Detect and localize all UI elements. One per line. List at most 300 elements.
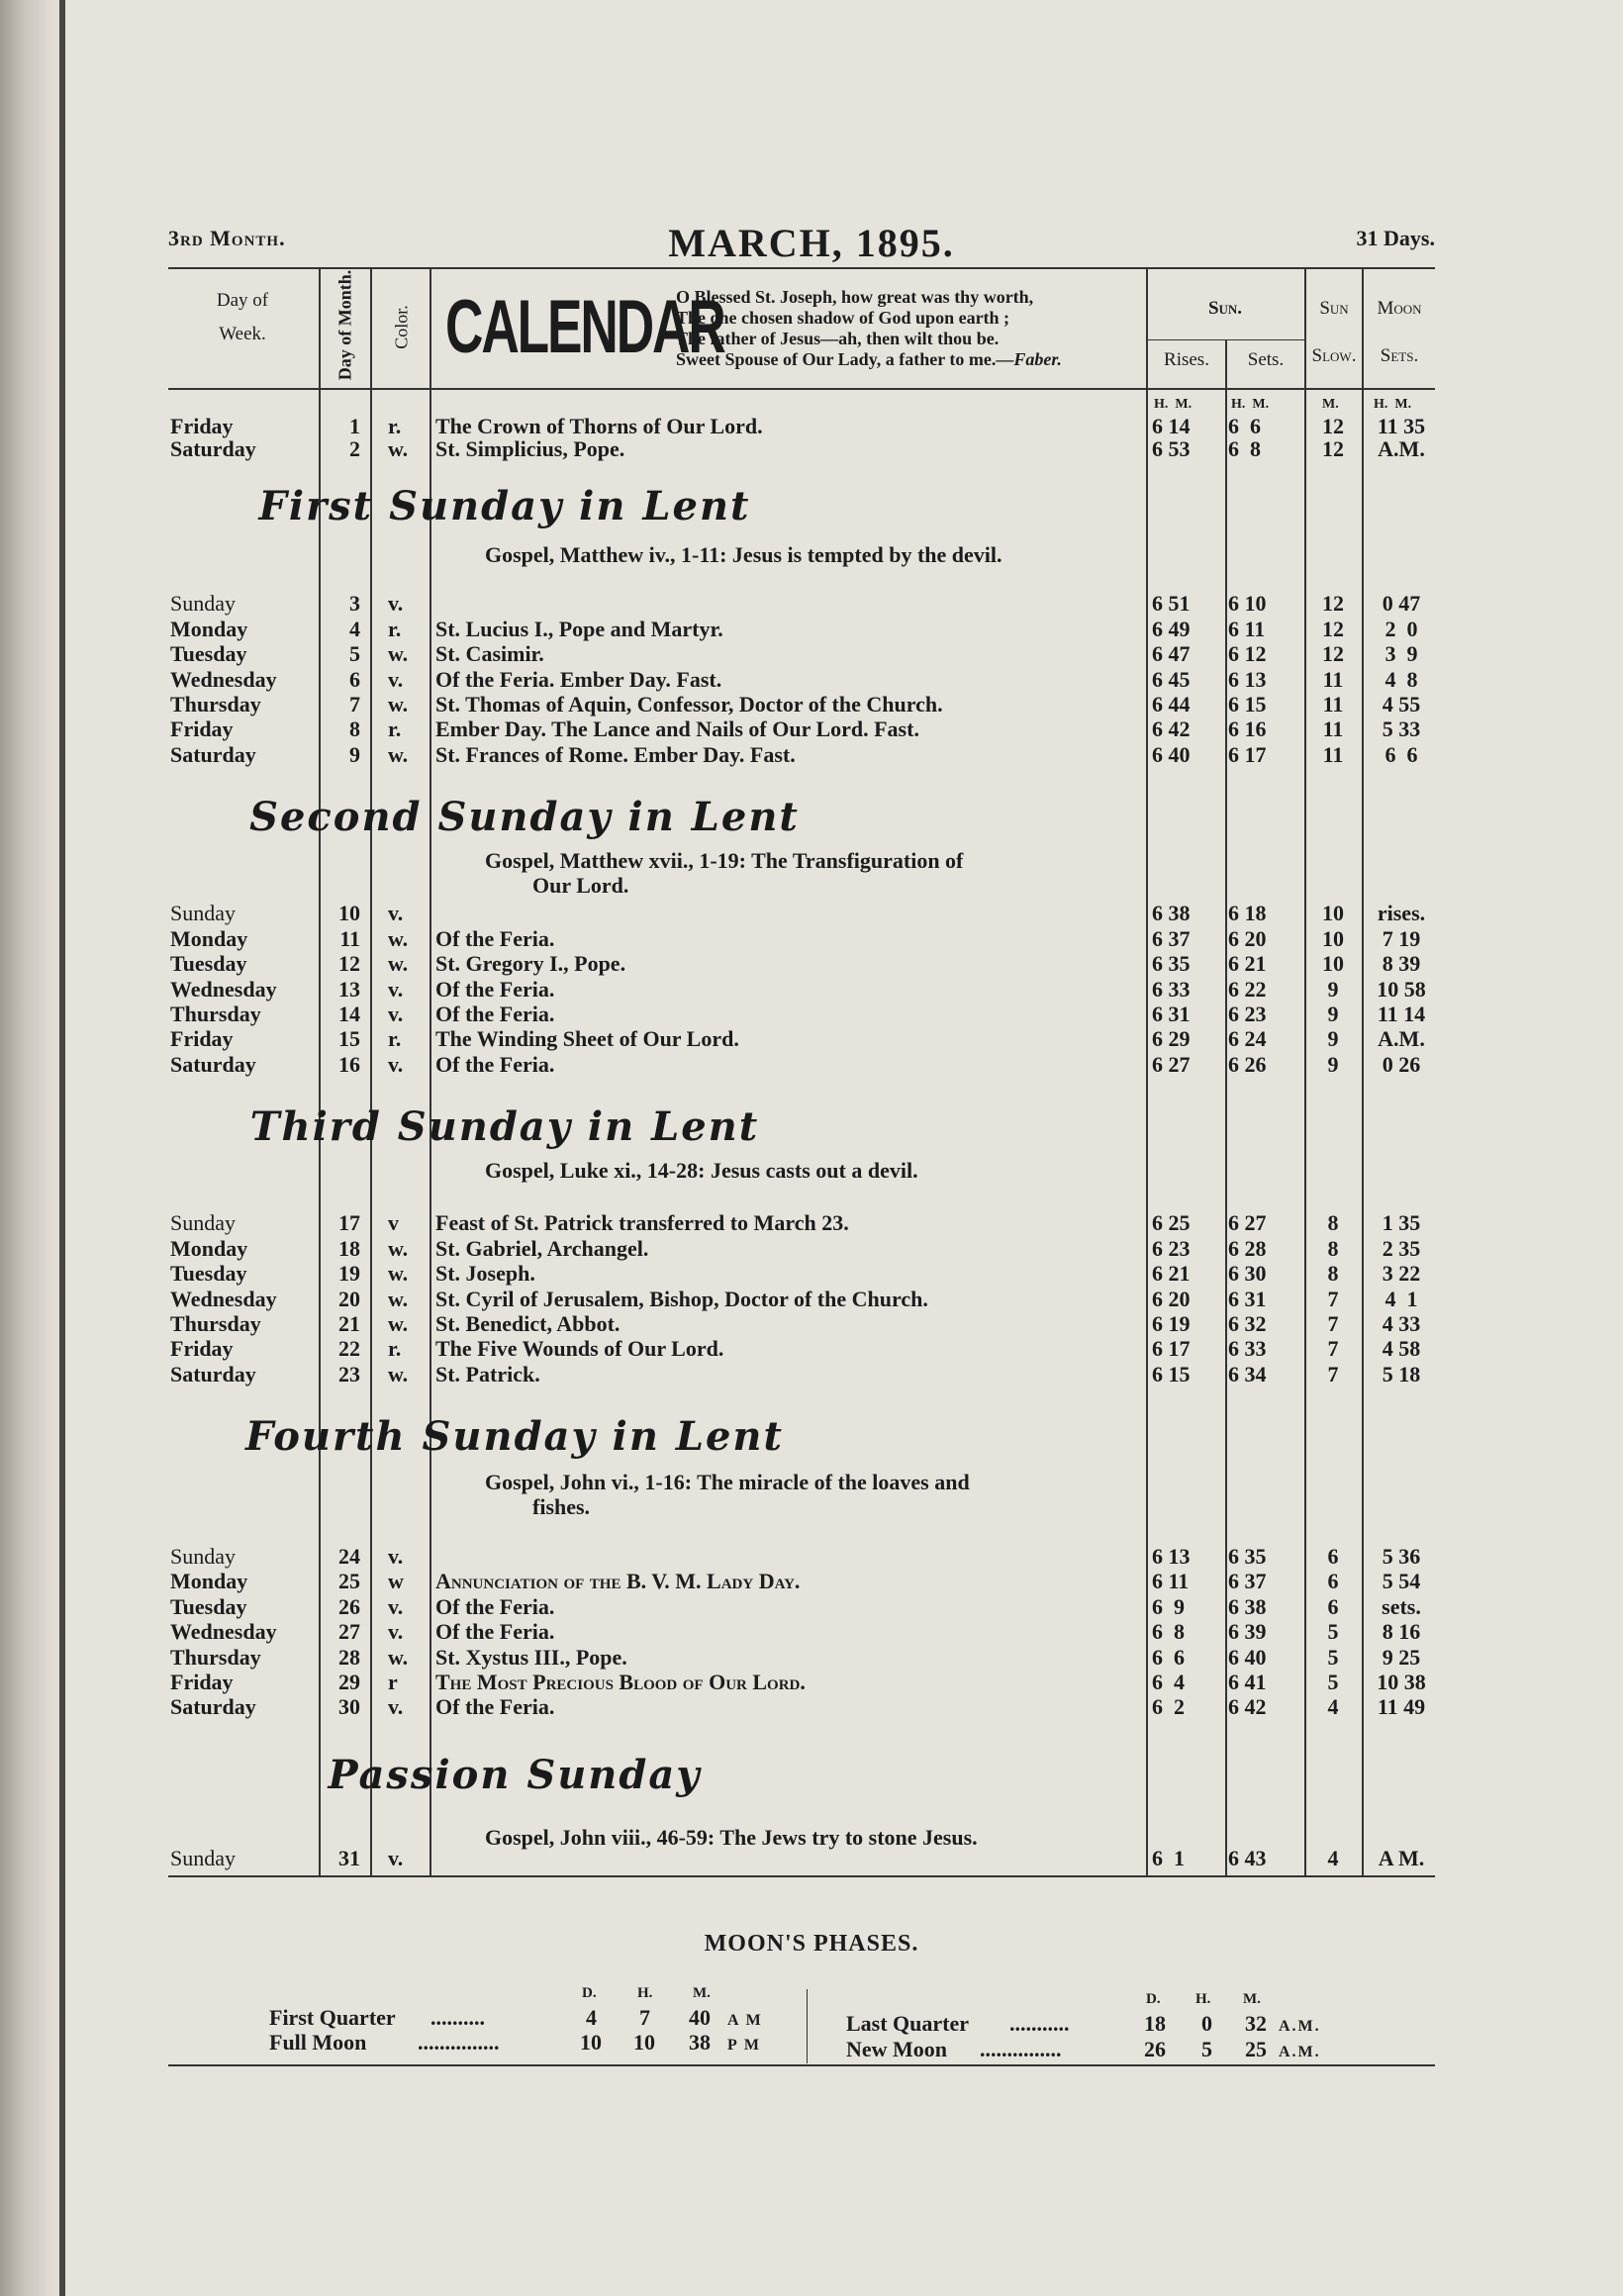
row-4-co: r. [388,617,402,641]
row-28-ev: St. Xystus III., Pope. [435,1645,627,1670]
row-28-ms: 9 25 [1382,1645,1421,1670]
page-title: MARCH, 1895. [668,221,955,265]
row-26-dn: 26 [338,1594,360,1619]
row-7-dn: 7 [349,692,360,717]
row-5-ev: St. Casimir. [435,641,544,666]
row-30-ev: Of the Feria. [435,1694,555,1719]
row-1-sl: 12 [1322,414,1344,438]
days-label: 31 Days. [1356,226,1435,250]
moon-left-2-dots: ............... [418,2030,500,2055]
row-25-ss: 6 37 [1228,1569,1267,1593]
row-1-wk: Friday [170,414,234,438]
row-29-ms: 10 38 [1377,1670,1426,1694]
row-19-sr: 6 21 [1152,1261,1191,1286]
row-25-wk: Monday [170,1569,248,1593]
moon-left-2-m: 38 [689,2030,711,2055]
row-3-ss: 6 10 [1228,591,1267,616]
row-22-co: r. [388,1336,402,1361]
row-18-dn: 18 [338,1236,360,1261]
row-7-wk: Thursday [170,692,261,717]
row-9-dn: 9 [349,742,360,767]
row-9-wk: Saturday [170,742,256,767]
row-11-sr: 6 37 [1152,926,1191,951]
row-19-dn: 19 [338,1261,360,1286]
row-17-dn: 17 [338,1210,360,1235]
row-21-ev: St. Benedict, Abbot. [435,1311,621,1336]
row-27-co: v. [388,1619,404,1644]
row-8-ms: 5 33 [1382,717,1421,741]
row-14-ev: Of the Feria. [435,1002,555,1026]
row-28-wk: Thursday [170,1645,261,1670]
row-14-co: v. [388,1002,404,1026]
row-5-wk: Tuesday [170,641,247,666]
moon-right-2-ampm: A.M. [1279,2044,1321,2060]
row-24-sr: 6 13 [1152,1544,1191,1569]
row-30-ms: 11 49 [1377,1694,1426,1719]
row-4-ev: St. Lucius I., Pope and Martyr. [435,617,723,641]
row-27-ms: 8 16 [1382,1619,1421,1644]
row-17-ev: Feast of St. Patrick transferred to March 23. [435,1210,849,1235]
row-9-sr: 6 40 [1152,742,1191,767]
row-22-dn: 22 [338,1336,360,1361]
row-31-sr: 6 1 [1152,1846,1185,1870]
row-5-ms: 3 9 [1384,641,1418,666]
row-9-ss: 6 17 [1228,742,1267,767]
moon-left-2-name: Full Moon [269,2030,367,2055]
moon-right-2-h: 5 [1201,2037,1212,2061]
row-23-ev: St. Patrick. [435,1362,540,1387]
verse-line-1: O Blessed St. Joseph, how great was thy worth, [676,287,1034,307]
row-26-ev: Of the Feria. [435,1594,555,1619]
row-17-sl: 8 [1327,1210,1339,1235]
row-15-ev: The Winding Sheet of Our Lord. [435,1026,739,1051]
moon-left-1-h: 7 [639,2005,650,2030]
row-22-sl: 7 [1327,1336,1339,1361]
moon-phases-title: MOON'S PHASES. [704,1931,919,1957]
sunday-title-3: Third Sunday in Lent [249,1103,760,1150]
row-15-wk: Friday [170,1026,234,1051]
row-1-co: r. [388,414,402,438]
row-11-ev: Of the Feria. [435,926,555,951]
row-30-sr: 6 2 [1152,1694,1185,1719]
table-rule-bottom [168,1875,1435,1877]
row-9-ev: St. Frances of Rome. Ember Day. Fast. [435,742,796,767]
row-25-ev: Annunciation of the B. V. M. Lady Day. [435,1569,801,1593]
row-15-ss: 6 24 [1228,1026,1267,1051]
moon-divider [807,1989,808,2063]
row-26-co: v. [388,1594,404,1619]
row-17-ss: 6 27 [1228,1210,1267,1235]
row-28-ss: 6 40 [1228,1645,1267,1670]
row-31-ss: 6 43 [1228,1846,1267,1870]
row-23-wk: Saturday [170,1362,256,1387]
header-sun-sets: Sets. [1247,349,1285,370]
moon-col-h-left: H. [637,1985,653,2001]
row-19-ev: St. Joseph. [435,1261,535,1286]
row-19-wk: Tuesday [170,1261,247,1286]
row-22-ss: 6 33 [1228,1336,1267,1361]
sunday-title-2: Second Sunday in Lent [249,794,800,840]
moon-right-1-dots: ........... [1009,2011,1070,2036]
joseph-verse [676,287,1161,370]
row-4-ss: 6 11 [1228,617,1266,641]
row-24-wk: Sunday [170,1544,236,1569]
moon-right-2-name: New Moon [846,2037,948,2061]
row-31-sl: 4 [1327,1846,1339,1870]
row-20-ev: St. Cyril of Jerusalem, Bishop, Doctor of the Church. [435,1287,928,1311]
row-24-sl: 6 [1327,1544,1339,1569]
row-22-ev: The Five Wounds of Our Lord. [435,1336,724,1361]
row-2-wk: Saturday [170,436,256,461]
sunday-title-4: Fourth Sunday in Lent [245,1413,784,1460]
unit-rises-h: H. [1154,397,1169,412]
row-22-ms: 4 58 [1382,1336,1421,1361]
moon-left-1-name: First Quarter [269,2005,396,2030]
row-31-wk: Sunday [170,1846,236,1870]
header-sun: Sun. [1207,298,1243,319]
row-20-ss: 6 31 [1228,1287,1267,1311]
row-23-co: w. [388,1362,409,1387]
row-18-ms: 2 35 [1382,1236,1421,1261]
row-30-sl: 4 [1327,1694,1339,1719]
row-1-ev: The Crown of Thorns of Our Lord. [435,414,763,438]
row-13-sl: 9 [1327,977,1339,1002]
moon-right-1-h: 0 [1201,2011,1212,2036]
row-20-co: w. [388,1287,409,1311]
row-6-ev: Of the Feria. Ember Day. Fast. [435,667,722,692]
row-18-ev: St. Gabriel, Archangel. [435,1236,649,1261]
sunday-gospel-2: Gospel, Matthew xvii., 1-19: The Transfiguration of [485,848,964,873]
verse-line-4: Sweet Spouse of Our Lady, a father to me.— [676,349,1014,369]
row-21-sl: 7 [1327,1311,1339,1336]
row-18-ss: 6 28 [1228,1236,1267,1261]
row-7-ms: 4 55 [1382,692,1421,717]
row-28-dn: 28 [338,1645,360,1670]
row-14-sr: 6 31 [1152,1002,1191,1026]
row-29-sl: 5 [1327,1670,1339,1694]
row-3-ms: 0 47 [1382,591,1421,616]
moon-left-2-h: 10 [633,2030,655,2055]
page-rule-bottom [168,2064,1435,2066]
row-8-ss: 6 16 [1228,717,1267,741]
row-21-wk: Thursday [170,1311,261,1336]
row-30-wk: Saturday [170,1694,256,1719]
row-4-wk: Monday [170,617,248,641]
row-15-co: r. [388,1026,402,1051]
row-9-ms: 6 6 [1384,742,1418,767]
header-moon-sets-line2: Sets. [1380,345,1419,366]
row-25-dn: 25 [338,1569,360,1593]
row-15-sr: 6 29 [1152,1026,1191,1051]
row-23-dn: 23 [338,1362,360,1387]
row-15-sl: 9 [1327,1026,1339,1051]
row-20-ms: 4 1 [1384,1287,1418,1311]
unit-slow: M. [1322,397,1339,412]
row-3-dn: 3 [349,591,360,616]
row-11-dn: 11 [339,926,360,951]
col-divider-moon [1362,267,1364,1875]
row-29-dn: 29 [338,1670,360,1694]
row-18-sl: 8 [1327,1236,1339,1261]
row-12-ss: 6 21 [1228,951,1267,976]
moon-right-2-m: 25 [1245,2037,1267,2061]
row-26-wk: Tuesday [170,1594,247,1619]
row-4-sl: 12 [1322,617,1344,641]
row-30-co: v. [388,1694,404,1719]
sunday-gospel-5: Gospel, John viii., 46-59: The Jews try to stone Jesus. [485,1825,978,1850]
row-11-wk: Monday [170,926,248,951]
row-7-sr: 6 44 [1152,692,1191,717]
unit-moon-m: M. [1394,397,1412,412]
row-7-ss: 6 15 [1228,692,1267,717]
row-5-sl: 12 [1322,641,1344,666]
row-15-dn: 15 [338,1026,360,1051]
row-7-sl: 11 [1322,692,1344,717]
row-10-sr: 6 38 [1152,901,1191,925]
row-21-dn: 21 [338,1311,360,1336]
row-10-co: v. [388,901,404,925]
row-27-sr: 6 8 [1152,1619,1185,1644]
row-14-sl: 9 [1327,1002,1339,1026]
row-8-wk: Friday [170,717,234,741]
header-day-of-week [178,289,307,346]
row-14-ms: 11 14 [1377,1002,1426,1026]
row-8-ev: Ember Day. The Lance and Nails of Our Lord. Fast. [435,717,919,741]
row-27-ev: Of the Feria. [435,1619,555,1644]
row-23-ss: 6 34 [1228,1362,1267,1387]
row-10-dn: 10 [338,901,360,925]
month-label: 3rd Month. [168,226,286,250]
row-5-dn: 5 [349,641,360,666]
row-19-ms: 3 22 [1382,1261,1421,1286]
row-4-ms: 2 0 [1384,617,1418,641]
moon-col-m-left: M. [693,1985,711,2001]
row-16-sl: 9 [1327,1052,1339,1077]
row-13-ev: Of the Feria. [435,977,555,1002]
row-6-dn: 6 [349,667,360,692]
row-18-wk: Monday [170,1236,248,1261]
row-17-ms: 1 35 [1382,1210,1421,1235]
row-16-wk: Saturday [170,1052,256,1077]
row-29-co: r [388,1670,398,1694]
row-2-dn: 2 [349,436,360,461]
moon-col-d-left: D. [582,1985,597,2001]
row-9-co: w. [388,742,409,767]
row-11-sl: 10 [1322,926,1344,951]
row-6-sl: 11 [1322,667,1344,692]
row-26-ms: sets. [1382,1594,1421,1619]
row-3-sl: 12 [1322,591,1344,616]
header-moon-sets-line1: Moon [1377,298,1422,319]
sunday-gospel-cont-4: fishes. [532,1494,591,1519]
unit-rises-m: M. [1175,397,1193,412]
row-28-co: w. [388,1645,409,1670]
row-2-ss: 6 8 [1228,436,1261,461]
row-20-sr: 6 20 [1152,1287,1191,1311]
header-day-of-month: Day of Month. [334,269,355,381]
moon-col-h-right: H. [1195,1991,1211,2007]
header-day-of-week-line2: Week. [219,324,266,344]
row-6-wk: Wednesday [170,667,277,692]
moon-right-1-d: 18 [1144,2011,1166,2036]
verse-line-2: The one chosen shadow of God upon earth ; [676,308,1010,328]
row-24-ms: 5 36 [1382,1544,1421,1569]
calendar-heading: CALENDAR [445,285,724,369]
row-19-co: w. [388,1261,409,1286]
row-16-ss: 6 26 [1228,1052,1267,1077]
row-12-sr: 6 35 [1152,951,1191,976]
row-2-ev: St. Simplicius, Pope. [435,436,625,461]
row-16-co: v. [388,1052,404,1077]
unit-moon-h: H. [1374,397,1388,412]
row-26-sr: 6 9 [1152,1594,1185,1619]
row-2-co: w. [388,436,409,461]
row-2-ms: A.M. [1378,436,1425,461]
header-sun-slow-line2: Slow. [1311,345,1357,366]
verse-attribution: Faber. [1013,349,1062,369]
row-16-ms: 0 26 [1382,1052,1421,1077]
row-6-ms: 4 8 [1384,667,1418,692]
sunday-gospel-3: Gospel, Luke xi., 14-28: Jesus casts out a devil. [485,1158,918,1183]
row-29-wk: Friday [170,1670,234,1694]
header-sun-slow [1306,297,1362,368]
row-14-dn: 14 [338,1002,360,1026]
row-20-sl: 7 [1327,1287,1339,1311]
row-1-ss: 6 6 [1228,414,1261,438]
row-13-wk: Wednesday [170,977,277,1002]
row-13-co: v. [388,977,404,1002]
row-24-ss: 6 35 [1228,1544,1267,1569]
sunday-gospel-4: Gospel, John vi., 1-16: The miracle of the loaves and [485,1470,970,1494]
moon-col-m-right: M. [1243,1991,1261,2007]
row-25-ms: 5 54 [1382,1569,1421,1593]
row-8-sr: 6 42 [1152,717,1191,741]
header-rule-bottom [168,388,1435,390]
row-12-sl: 10 [1322,951,1344,976]
moon-left-1-dots: .......... [430,2005,485,2030]
row-27-sl: 5 [1327,1619,1339,1644]
row-18-sr: 6 23 [1152,1236,1191,1261]
row-5-sr: 6 47 [1152,641,1191,666]
row-20-dn: 20 [338,1287,360,1311]
moon-right-1-m: 32 [1245,2011,1267,2036]
row-6-sr: 6 45 [1152,667,1191,692]
header-rule-top [168,267,1435,269]
row-5-co: w. [388,641,409,666]
row-23-ms: 5 18 [1382,1362,1421,1387]
row-19-ss: 6 30 [1228,1261,1267,1286]
header-sun-rises: Rises. [1164,349,1209,370]
moon-right-2-d: 26 [1144,2037,1166,2061]
row-17-co: v [388,1210,399,1235]
row-4-dn: 4 [349,617,360,641]
row-8-co: r. [388,717,402,741]
row-28-sr: 6 6 [1152,1645,1185,1670]
row-31-ms: A M. [1378,1846,1425,1870]
header-day-of-week-line1: Day of [216,290,269,311]
row-21-co: w. [388,1311,409,1336]
row-12-co: w. [388,951,409,976]
row-10-ms: rises. [1377,901,1426,925]
moon-left-2-ampm: P M [727,2037,761,2054]
row-5-ss: 6 12 [1228,641,1267,666]
moon-left-2-d: 10 [580,2030,602,2055]
row-27-dn: 27 [338,1619,360,1644]
row-6-co: v. [388,667,404,692]
row-29-ev: The Most Precious Blood of Our Lord. [435,1670,806,1694]
row-2-sr: 6 53 [1152,436,1191,461]
row-1-ms: 11 35 [1377,414,1426,438]
row-29-ss: 6 41 [1228,1670,1267,1694]
verse-line-3: The father of Jesus—ah, then wilt thou be. [676,329,1000,348]
unit-sets-h: H. [1231,397,1246,412]
row-16-dn: 16 [338,1052,360,1077]
row-24-dn: 24 [338,1544,360,1569]
row-9-sl: 11 [1322,742,1344,767]
row-2-sl: 12 [1322,436,1344,461]
row-26-ss: 6 38 [1228,1594,1267,1619]
row-24-co: v. [388,1544,404,1569]
row-10-sl: 10 [1322,901,1344,925]
row-25-sr: 6 11 [1152,1569,1190,1593]
row-6-ss: 6 13 [1228,667,1267,692]
row-8-sl: 11 [1322,717,1344,741]
moon-right-2-dots: ............... [980,2037,1062,2061]
moon-right-1-name: Last Quarter [846,2011,970,2036]
moon-left-1-d: 4 [586,2005,597,2030]
row-10-ss: 6 18 [1228,901,1267,925]
moon-left-1-ampm: A M [727,2012,763,2029]
moon-right-1-ampm: A.M. [1279,2018,1321,2035]
row-11-ms: 7 19 [1382,926,1421,951]
row-27-ss: 6 39 [1228,1619,1267,1644]
row-16-ev: Of the Feria. [435,1052,555,1077]
sunday-gospel-1: Gospel, Matthew iv., 1-11: Jesus is tempted by the devil. [485,542,1002,567]
row-16-sr: 6 27 [1152,1052,1191,1077]
row-30-dn: 30 [338,1694,360,1719]
row-26-sl: 6 [1327,1594,1339,1619]
row-13-ss: 6 22 [1228,977,1267,1002]
row-23-sl: 7 [1327,1362,1339,1387]
row-14-wk: Thursday [170,1002,261,1026]
row-28-sl: 5 [1327,1645,1339,1670]
moon-col-d-right: D. [1146,1991,1161,2007]
row-17-sr: 6 25 [1152,1210,1191,1235]
row-10-wk: Sunday [170,901,236,925]
row-21-ss: 6 32 [1228,1311,1267,1336]
row-3-sr: 6 51 [1152,591,1191,616]
header-sun-slow-line1: Sun [1319,298,1349,319]
unit-sets-m: M. [1252,397,1270,412]
row-3-wk: Sunday [170,591,236,616]
row-22-wk: Friday [170,1336,234,1361]
row-7-ev: St. Thomas of Aquin, Confessor, Doctor of the Church. [435,692,943,717]
moon-left-1-m: 40 [689,2005,711,2030]
header-moon-sets [1364,297,1435,368]
row-13-dn: 13 [338,977,360,1002]
row-31-dn: 31 [338,1846,360,1870]
row-14-ss: 6 23 [1228,1002,1267,1026]
row-11-co: w. [388,926,409,951]
row-12-wk: Tuesday [170,951,247,976]
row-19-sl: 8 [1327,1261,1339,1286]
row-23-sr: 6 15 [1152,1362,1191,1387]
sunday-title-1: First Sunday in Lent [258,483,751,529]
row-4-sr: 6 49 [1152,617,1191,641]
row-17-wk: Sunday [170,1210,236,1235]
row-1-sr: 6 14 [1152,414,1191,438]
row-13-ms: 10 58 [1377,977,1426,1002]
